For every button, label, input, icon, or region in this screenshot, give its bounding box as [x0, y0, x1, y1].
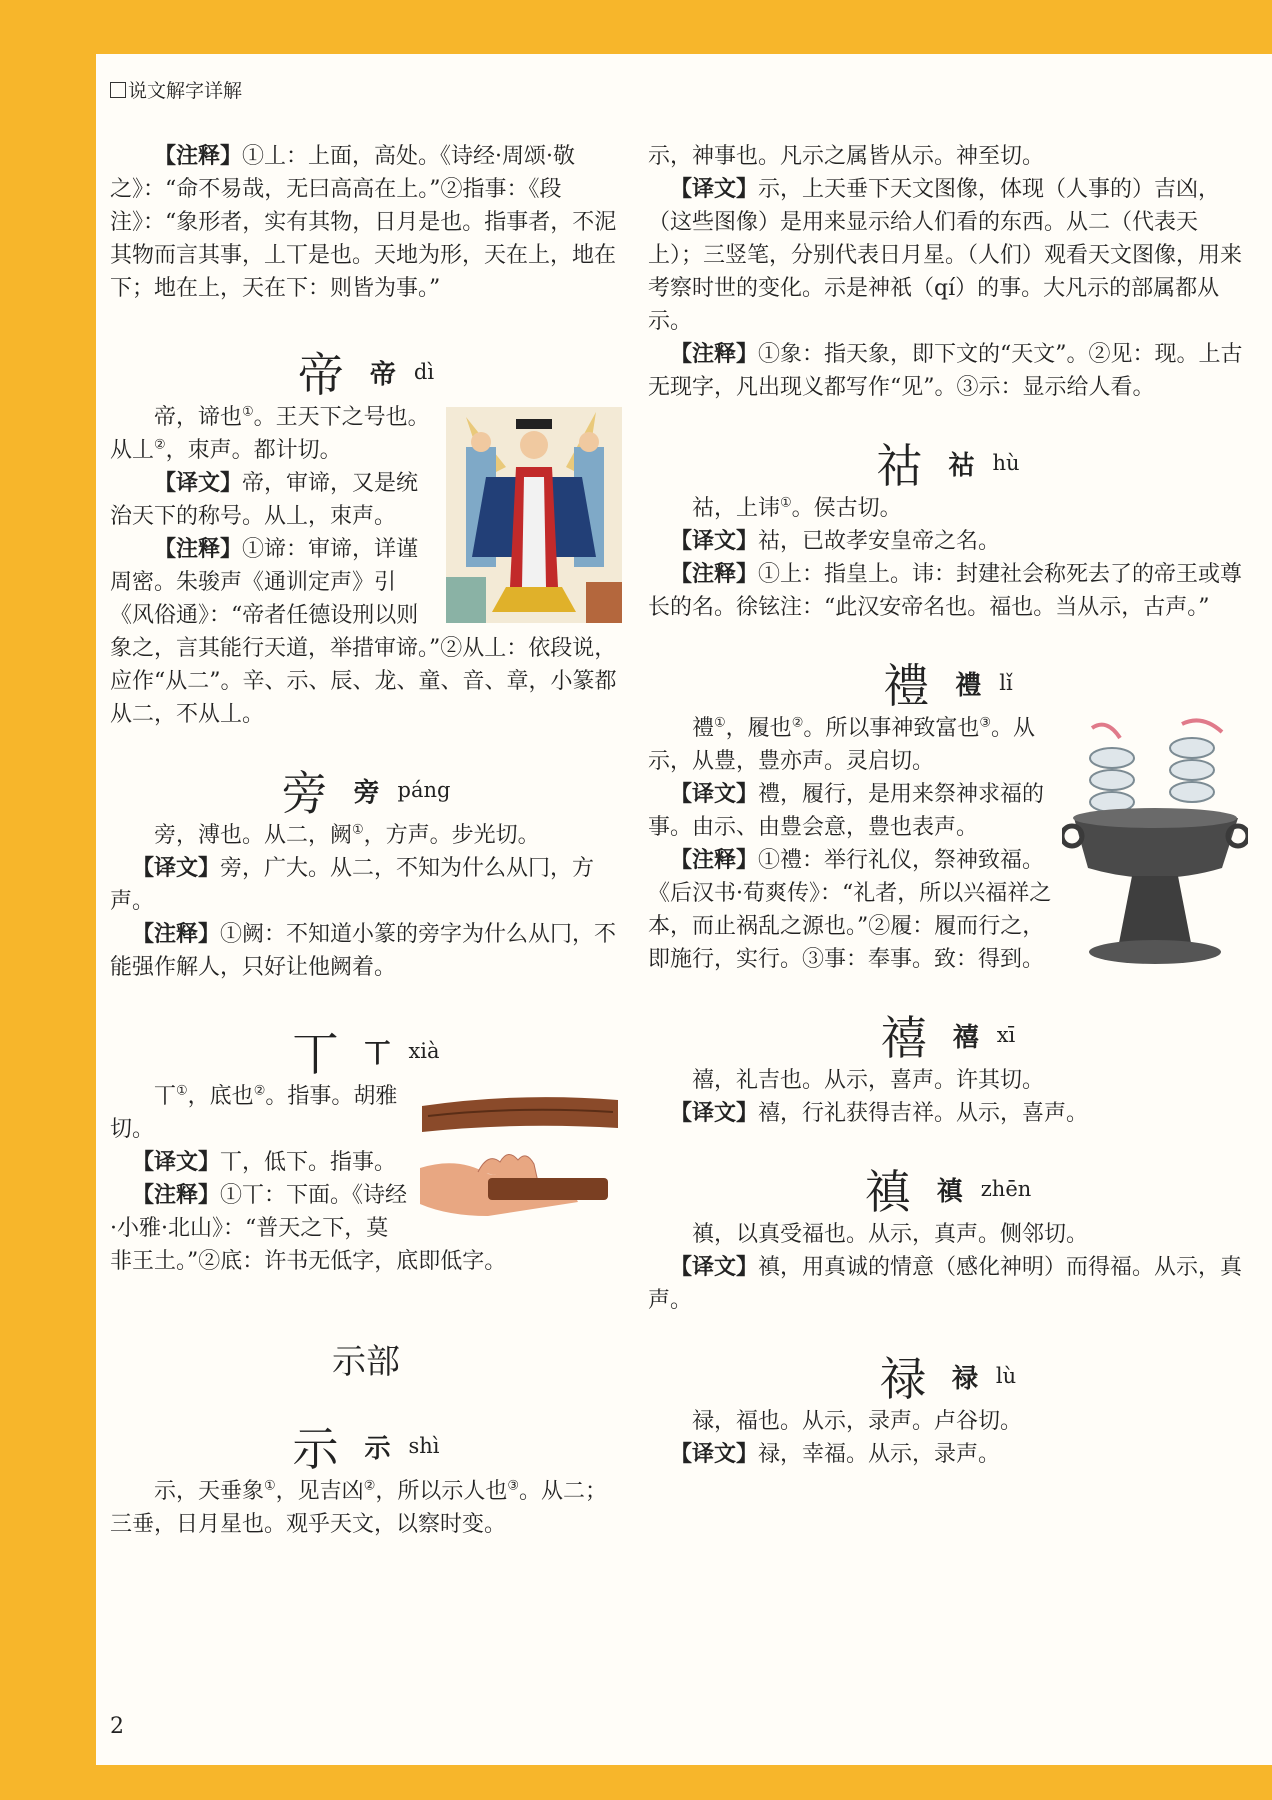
page-number: 2: [110, 1714, 124, 1739]
entry-head-xi: [648, 1002, 1248, 1065]
seal-character: 示: [292, 1422, 339, 1476]
pinyin: dì: [413, 360, 435, 384]
pinyin: xī: [996, 1023, 1016, 1047]
seal-character: 禧: [880, 1011, 927, 1065]
translation: 【译文】示，上天垂下天文图像，体现（人事的）吉凶，（这些图像）是用来显示给人们看的东西。从二（代表天上）；三竖笔，分别代表日月星。（人们）观看天文图像，用来考察时世的变化。示是神祇（qí）的事。大凡示的部属都从示。: [648, 177, 1243, 334]
entry-body: 禄，福也。从示，录声。卢谷切。: [692, 1409, 1023, 1434]
headword: 禮: [955, 670, 982, 701]
headword: 示: [364, 1433, 391, 1464]
pinyin: zhēn: [980, 1177, 1032, 1201]
entry-head-hu: [648, 430, 1248, 493]
translation: 【译文】旁，广大。从二，不知为什么从冂，方声。: [110, 856, 595, 914]
translation: 【译文】丅，低下。指事。: [132, 1150, 397, 1175]
right-column: [648, 140, 1248, 1471]
headword: 禧: [952, 1022, 979, 1053]
entry-head-lu: [648, 1343, 1248, 1406]
headword: 丅: [364, 1038, 391, 1069]
left-column: [110, 140, 622, 1541]
pinyin: lù: [995, 1364, 1017, 1388]
seal-character: 祜: [876, 439, 923, 493]
entry-body: 示，天垂象①，见吉凶②，所以示人也③。从二；三垂，日月星也。观乎天文，以察时变。: [110, 1478, 608, 1537]
entry-body-continued: 示，神事也。凡示之属皆从示。神至切。: [648, 144, 1045, 169]
running-header: [110, 76, 242, 103]
annotation: 【注释】①谛：审谛，详谨周密。朱骏声《通训定声》引《风俗通》：“帝者任德设刑以则象之，言其能行天道，举措审谛。”②从丄：依段说，应作“从二”。辛、示、辰、龙、童、音、章，小篆都从二，不从丄。: [110, 537, 617, 727]
headword: 禄: [951, 1363, 978, 1394]
annotation: 【注释】①丅：下面。《诗经·小雅·北山》：“普天之下，莫非王土。”②底：许书无低字，底即低字。: [110, 1183, 507, 1274]
translation: 【译文】禧，行礼获得吉祥。从示，喜声。: [670, 1101, 1089, 1126]
translation: 【译文】禮，履行，是用来祭神求福的事。由示、由豊会意，豊也表声。: [648, 782, 1045, 840]
square-icon: [110, 82, 126, 98]
translation: 【译文】帝，审谛，又是统治天下的称号。从丄，朿声。: [110, 471, 419, 529]
entry-body: 帝，谛也①。王天下之号也。从丄②，朿声。都计切。: [110, 404, 430, 463]
pinyin: páng: [397, 778, 451, 802]
intro-note: 【注释】①丄：上面，高处。《诗经·周颂·敬之》：“命不易哉，无曰高高在上。”②指事：《段注》：“象形者，实有其物，日月是也。指事者，不泥其物而言其事，丄丅是也。天地为形，天在上，地在下；地在上，天在下：则皆为事。”: [110, 144, 617, 301]
translation: 【译文】祜，已故孝安皇帝之名。: [670, 529, 1001, 554]
entry-body: 禛，以真受福也。从示，真声。侧邻切。: [692, 1222, 1089, 1247]
seal-character: 禮: [883, 659, 930, 713]
section-title: 示部: [332, 1342, 400, 1382]
headword: 帝: [369, 359, 396, 390]
pinyin: lǐ: [999, 671, 1013, 695]
entry-body: 旁，溥也。从二，阙①，方声。步光切。: [154, 822, 540, 848]
annotation: 【注释】①上：指皇上。讳：封建社会称死去了的帝王或尊长的名。徐铉注：“此汉安帝名也。福也。当从示，古声。”: [648, 562, 1243, 620]
seal-character: 帝: [297, 348, 344, 402]
emperor-illustration: [446, 407, 622, 623]
headword: 祜: [948, 450, 975, 481]
headword: 旁: [353, 777, 380, 808]
hand-holding-stick-illustration: [418, 1086, 622, 1236]
entry-body: 祜，上讳①。侯古切。: [692, 495, 902, 521]
entry-body: 丅①，底也②。指事。胡雅切。: [110, 1083, 398, 1142]
seal-character: 禛: [864, 1165, 911, 1219]
book-title: 说文解字详解: [128, 80, 243, 102]
entry-head-pang: [110, 757, 622, 820]
entry-head-di: [110, 339, 622, 402]
annotation: 【注释】①禮：举行礼仪，祭神致福。《后汉书·荀爽传》：“礼者，所以兴福祥之本，而止祸乱之源也。”②履：履而行之，即施行，实行。③事：奉事。致：得到。: [648, 848, 1052, 972]
seal-character: 禄: [879, 1352, 926, 1406]
seal-character: 丅: [292, 1027, 339, 1081]
entry-head-xia: [110, 1018, 622, 1081]
entry-head-li: [648, 650, 1248, 713]
translation: 【译文】禄，幸福。从示，录声。: [670, 1442, 1001, 1467]
annotation: 【注释】①象：指天象，即下文的“天文”。②见：现。上古无现字，凡出现义都写作“见”。③示：显示给人看。: [648, 342, 1243, 400]
translation: 【译文】禛，用真诚的情意（感化神明）而得福。从示，真声。: [648, 1255, 1243, 1313]
entry-body: 禧，礼吉也。从示，喜声。许其切。: [692, 1068, 1045, 1093]
seal-character: 旁: [281, 766, 328, 820]
entry-head-shi: [110, 1413, 622, 1476]
ritual-vessel-illustration: [1062, 718, 1248, 974]
pinyin: hù: [992, 451, 1020, 475]
entry-body: 禮①，履也②。所以事神致富也③。从示，从豊，豊亦声。灵启切。: [648, 715, 1036, 774]
headword: 禛: [936, 1176, 963, 1207]
pinyin: shì: [408, 1434, 440, 1458]
pinyin: xià: [408, 1039, 440, 1063]
page: [96, 54, 1272, 1765]
entry-head-zhen: [648, 1156, 1248, 1219]
annotation: 【注释】①阙：不知道小篆的旁字为什么从冂，不能强作解人，只好让他阙着。: [110, 922, 617, 980]
